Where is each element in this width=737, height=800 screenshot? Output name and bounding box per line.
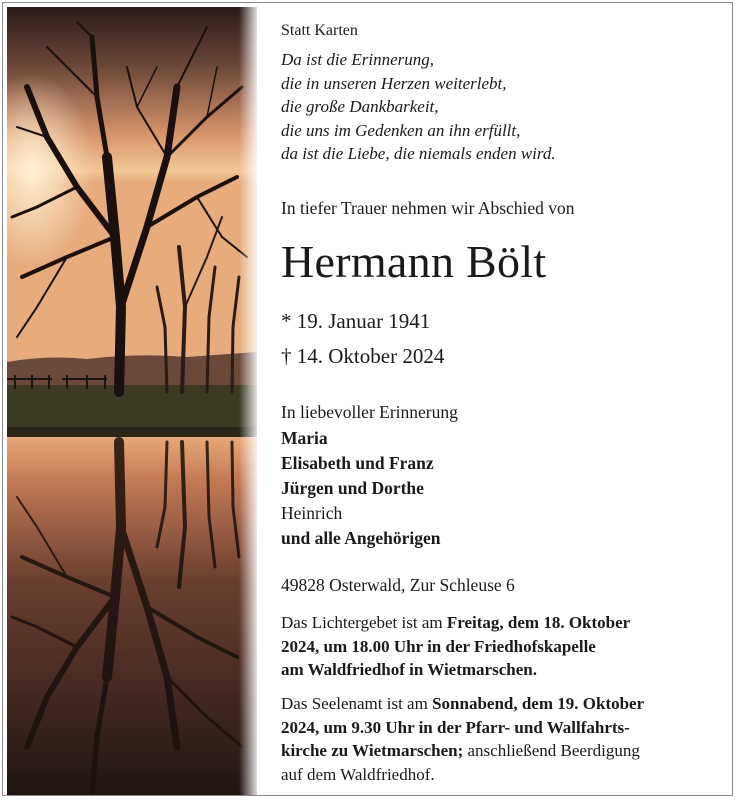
obituary-card <box>2 2 733 796</box>
prayer-location: am Waldfriedhof in Wietmarschen. <box>281 660 537 679</box>
prayer-date: Freitag, dem 18. Oktober <box>446 613 631 632</box>
requiem-date: Sonnabend, dem 19. Oktober <box>432 694 645 713</box>
requiem-cemetery: auf dem Waldfriedhof. <box>281 764 435 784</box>
death-date: † 14. Oktober 2024 <box>281 344 445 368</box>
tree-reflection-sunset-image <box>7 7 257 795</box>
poem-line: da ist die Liebe, die niemals enden wird. <box>281 144 556 163</box>
photo-fade-overlay <box>239 7 257 795</box>
poem-line: die in unseren Herzen weiterlebt, <box>281 73 507 93</box>
address: 49828 Osterwald, Zur Schleuse 6 <box>281 575 515 595</box>
prayer-prefix: Das Lichtergebet ist am <box>281 613 447 632</box>
poem-line: die große Dankbarkeit, <box>281 97 439 116</box>
birth-date: * 19. Januar 1941 <box>281 309 431 333</box>
farewell-intro: In tiefer Trauer nehmen wir Abschied von <box>281 198 575 218</box>
requiem-prefix: Das Seelenamt ist am <box>281 694 433 713</box>
deceased-name: Hermann Bölt <box>281 236 547 287</box>
poem <box>281 48 556 166</box>
prayer-announcement <box>281 611 726 682</box>
mourner-name: Maria <box>281 428 328 448</box>
requiem-time-place: 2024, um 9.30 Uhr in der Pfarr- und Wallfahrts- <box>281 717 630 737</box>
prayer-time-place: 2024, um 18.00 Uhr in der Friedhofskapelle <box>281 636 596 656</box>
requiem-burial: anschließend Beerdigung <box>463 741 640 760</box>
requiem-announcement <box>281 692 726 786</box>
mourner-name: Heinrich <box>281 503 343 523</box>
mourner-name: und alle Angehörigen <box>281 528 441 548</box>
mourner-name: Jürgen und Dorthe <box>281 478 424 498</box>
poem-line: Da ist die Erinnerung, <box>281 50 434 69</box>
poem-line: die uns im Gedenken an ihn erfüllt, <box>281 120 521 140</box>
statt-karten-label: Statt Karten <box>281 22 358 39</box>
mourner-name: Elisabeth und Franz <box>281 453 434 473</box>
mourners-intro: In liebevoller Erinnerung <box>281 402 458 422</box>
requiem-church: kirche zu Wietmarschen; <box>281 741 464 760</box>
